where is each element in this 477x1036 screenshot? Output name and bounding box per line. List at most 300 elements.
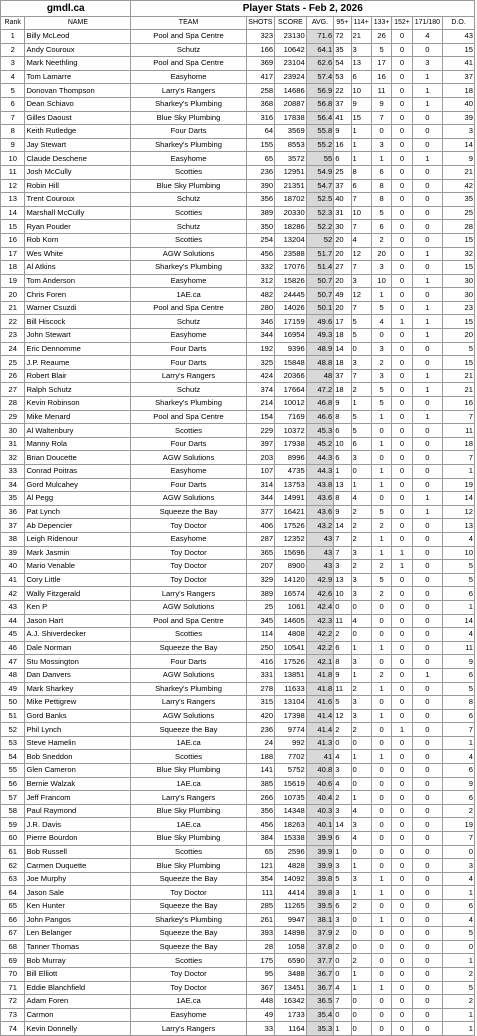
cell-score: 18286 xyxy=(275,220,307,234)
cell-score: 17664 xyxy=(275,383,307,397)
cell-133: 0 xyxy=(371,859,391,873)
cell-do: 1 xyxy=(443,1022,475,1036)
cell-score: 23924 xyxy=(275,70,307,84)
cell-score: 23588 xyxy=(275,247,307,261)
cell-171-180: 0 xyxy=(412,342,443,356)
cell-avg: 36.5 xyxy=(306,995,334,1009)
cell-score: 15848 xyxy=(275,356,307,370)
cell-do: 1 xyxy=(443,1008,475,1022)
cell-171-180: 0 xyxy=(412,1008,443,1022)
cell-name: Mario Venable xyxy=(25,560,131,574)
cell-name: Bernie Walzak xyxy=(25,777,131,791)
cell-shots: 344 xyxy=(246,329,275,343)
cell-95: 18 xyxy=(334,356,351,370)
cell-rank: 29 xyxy=(1,410,25,424)
cell-name: Andy Couroux xyxy=(25,43,131,57)
cell-133: 8 xyxy=(371,193,391,207)
cell-score: 1733 xyxy=(275,1008,307,1022)
cell-avg: 42.9 xyxy=(306,573,334,587)
cell-avg: 40.4 xyxy=(306,791,334,805)
cell-171-180: 0 xyxy=(412,587,443,601)
cell-95: 1 xyxy=(334,845,351,859)
cell-133: 2 xyxy=(371,519,391,533)
cell-do: 14 xyxy=(443,138,475,152)
cell-name: Tom Anderson xyxy=(25,274,131,288)
cell-95: 2 xyxy=(334,791,351,805)
table-row xyxy=(1,478,475,492)
cell-team: Four Darts xyxy=(131,356,246,370)
cell-133: 1 xyxy=(371,478,391,492)
cell-score: 1058 xyxy=(275,940,307,954)
cell-team: Toy Doctor xyxy=(131,560,246,574)
cell-avg: 54.7 xyxy=(306,179,334,193)
cell-avg: 54.9 xyxy=(306,165,334,179)
cell-114: 1 xyxy=(351,152,371,166)
cell-114: 1 xyxy=(351,397,371,411)
cell-rank: 23 xyxy=(1,329,25,343)
cell-shots: 329 xyxy=(246,573,275,587)
cell-name: Eric Dennomme xyxy=(25,342,131,356)
cell-152: 0 xyxy=(392,165,412,179)
cell-152: 0 xyxy=(392,832,412,846)
cell-rank: 66 xyxy=(1,913,25,927)
cell-133: 0 xyxy=(371,967,391,981)
cell-name: Keith Rutledge xyxy=(25,125,131,139)
cell-171-180: 0 xyxy=(412,478,443,492)
cell-score: 2596 xyxy=(275,845,307,859)
cell-team: Squeeze the Bay xyxy=(131,900,246,914)
cell-shots: 141 xyxy=(246,764,275,778)
table-row xyxy=(1,927,475,941)
cell-rank: 74 xyxy=(1,1022,25,1036)
table-row xyxy=(1,1008,475,1022)
cell-95: 8 xyxy=(334,655,351,669)
cell-95: 18 xyxy=(334,329,351,343)
cell-95: 3 xyxy=(334,764,351,778)
cell-133: 1 xyxy=(371,750,391,764)
col-header-95: 95+ xyxy=(334,17,351,30)
col-header-133: 133+ xyxy=(371,17,391,30)
cell-133: 0 xyxy=(371,804,391,818)
cell-133: 1 xyxy=(371,546,391,560)
cell-rank: 8 xyxy=(1,125,25,139)
cell-score: 14991 xyxy=(275,492,307,506)
cell-do: 7 xyxy=(443,832,475,846)
cell-do: 3 xyxy=(443,859,475,873)
table-row xyxy=(1,369,475,383)
cell-171-180: 0 xyxy=(412,641,443,655)
cell-do: 5 xyxy=(443,927,475,941)
cell-133: 0 xyxy=(371,900,391,914)
table-row xyxy=(1,532,475,546)
cell-95: 3 xyxy=(334,886,351,900)
cell-114: 2 xyxy=(351,723,371,737)
cell-171-180: 0 xyxy=(412,804,443,818)
cell-name: Jeff Francom xyxy=(25,791,131,805)
cell-133: 1 xyxy=(371,641,391,655)
cell-171-180: 0 xyxy=(412,736,443,750)
cell-shots: 417 xyxy=(246,70,275,84)
cell-95: 6 xyxy=(334,152,351,166)
cell-171-180: 0 xyxy=(412,288,443,302)
cell-do: 15 xyxy=(443,261,475,275)
cell-team: 1AE.ca xyxy=(131,777,246,791)
cell-do: 11 xyxy=(443,424,475,438)
cell-171-180: 0 xyxy=(412,573,443,587)
cell-do: 2 xyxy=(443,804,475,818)
cell-do: 2 xyxy=(443,995,475,1009)
cell-95: 2 xyxy=(334,940,351,954)
cell-do: 1 xyxy=(443,886,475,900)
cell-do: 21 xyxy=(443,383,475,397)
cell-name: J.P. Reaume xyxy=(25,356,131,370)
cell-rank: 12 xyxy=(1,179,25,193)
cell-rank: 58 xyxy=(1,804,25,818)
table-row xyxy=(1,492,475,506)
cell-do: 35 xyxy=(443,193,475,207)
cell-shots: 285 xyxy=(246,900,275,914)
cell-rank: 46 xyxy=(1,641,25,655)
cell-shots: 28 xyxy=(246,940,275,954)
cell-114: 1 xyxy=(351,886,371,900)
cell-avg: 56.8 xyxy=(306,97,334,111)
cell-95: 3 xyxy=(334,560,351,574)
table-row xyxy=(1,777,475,791)
cell-rank: 57 xyxy=(1,791,25,805)
cell-do: 12 xyxy=(443,505,475,519)
cell-171-180: 1 xyxy=(412,369,443,383)
cell-171-180: 4 xyxy=(412,30,443,44)
cell-shots: 250 xyxy=(246,641,275,655)
cell-171-180: 0 xyxy=(412,967,443,981)
cell-team: 1AE.ca xyxy=(131,736,246,750)
cell-95: 20 xyxy=(334,247,351,261)
cell-team: Squeeze the Bay xyxy=(131,872,246,886)
cell-do: 0 xyxy=(443,845,475,859)
cell-name: Len Belanger xyxy=(25,927,131,941)
cell-name: Phil Lynch xyxy=(25,723,131,737)
cell-114: 1 xyxy=(351,750,371,764)
cell-114: 0 xyxy=(351,465,371,479)
cell-95: 2 xyxy=(334,927,351,941)
cell-rank: 50 xyxy=(1,696,25,710)
cell-team: Schutz xyxy=(131,383,246,397)
cell-114: 3 xyxy=(351,43,371,57)
cell-rank: 52 xyxy=(1,723,25,737)
cell-rank: 39 xyxy=(1,546,25,560)
cell-name: Al Pegg xyxy=(25,492,131,506)
cell-name: Brian Doucette xyxy=(25,451,131,465)
cell-152: 0 xyxy=(392,940,412,954)
title-row xyxy=(1,1,475,17)
table-row xyxy=(1,845,475,859)
cell-95: 7 xyxy=(334,546,351,560)
col-header-team: TEAM xyxy=(131,17,246,30)
table-row xyxy=(1,84,475,98)
cell-114: 2 xyxy=(351,505,371,519)
cell-team: AGW Solutions xyxy=(131,492,246,506)
cell-team: Squeeze the Bay xyxy=(131,641,246,655)
table-row xyxy=(1,628,475,642)
cell-114: 2 xyxy=(351,383,371,397)
cell-avg: 48 xyxy=(306,369,334,383)
cell-133: 1 xyxy=(371,437,391,451)
cell-171-180: 0 xyxy=(412,125,443,139)
cell-team: Pool and Spa Centre xyxy=(131,57,246,71)
cell-133: 0 xyxy=(371,628,391,642)
cell-114: 10 xyxy=(351,84,371,98)
cell-95: 7 xyxy=(334,532,351,546)
cell-shots: 64 xyxy=(246,125,275,139)
cell-score: 13204 xyxy=(275,233,307,247)
cell-152: 0 xyxy=(392,682,412,696)
cell-95: 0 xyxy=(334,600,351,614)
cell-shots: 365 xyxy=(246,546,275,560)
table-row xyxy=(1,655,475,669)
cell-do: 15 xyxy=(443,43,475,57)
cell-do: 19 xyxy=(443,818,475,832)
cell-114: 5 xyxy=(351,424,371,438)
cell-152: 0 xyxy=(392,655,412,669)
cell-team: Pool and Spa Centre xyxy=(131,301,246,315)
cell-team: AGW Solutions xyxy=(131,600,246,614)
cell-171-180: 0 xyxy=(412,600,443,614)
cell-team: Schutz xyxy=(131,220,246,234)
cell-133: 17 xyxy=(371,57,391,71)
cell-team: Sharkey's Plumbing xyxy=(131,913,246,927)
cell-avg: 37.8 xyxy=(306,940,334,954)
table-row xyxy=(1,940,475,954)
cell-rank: 24 xyxy=(1,342,25,356)
cell-name: Al Atkins xyxy=(25,261,131,275)
table-row xyxy=(1,641,475,655)
cell-rank: 65 xyxy=(1,900,25,914)
cell-133: 2 xyxy=(371,668,391,682)
cell-95: 37 xyxy=(334,369,351,383)
cell-do: 5 xyxy=(443,981,475,995)
cell-171-180: 0 xyxy=(412,206,443,220)
cell-team: Blue Sky Plumbing xyxy=(131,804,246,818)
cell-152: 0 xyxy=(392,356,412,370)
cell-114: 3 xyxy=(351,546,371,560)
cell-rank: 51 xyxy=(1,709,25,723)
cell-shots: 261 xyxy=(246,913,275,927)
cell-152: 0 xyxy=(392,410,412,424)
cell-133: 0 xyxy=(371,1022,391,1036)
cell-name: Mike Pettigrew xyxy=(25,696,131,710)
cell-avg: 37.9 xyxy=(306,927,334,941)
cell-shots: 456 xyxy=(246,247,275,261)
cell-do: 15 xyxy=(443,233,475,247)
cell-152: 0 xyxy=(392,288,412,302)
col-header-114: 114+ xyxy=(351,17,371,30)
cell-avg: 43.6 xyxy=(306,505,334,519)
cell-do: 13 xyxy=(443,519,475,533)
cell-152: 0 xyxy=(392,138,412,152)
cell-avg: 42.3 xyxy=(306,614,334,628)
cell-rank: 60 xyxy=(1,832,25,846)
page-title: Player Stats - Feb 2, 2026 xyxy=(131,1,475,17)
table-row xyxy=(1,301,475,315)
cell-133: 0 xyxy=(371,927,391,941)
cell-shots: 114 xyxy=(246,628,275,642)
cell-avg: 39.9 xyxy=(306,859,334,873)
cell-95: 41 xyxy=(334,111,351,125)
cell-do: 15 xyxy=(443,356,475,370)
cell-avg: 42.2 xyxy=(306,628,334,642)
cell-team: Larry's Rangers xyxy=(131,587,246,601)
cell-114: 1 xyxy=(351,641,371,655)
cell-avg: 41.4 xyxy=(306,723,334,737)
col-header-avg: AVG. xyxy=(306,17,334,30)
cell-team: Easyhome xyxy=(131,274,246,288)
table-row xyxy=(1,614,475,628)
cell-171-180: 0 xyxy=(412,709,443,723)
cell-shots: 236 xyxy=(246,723,275,737)
cell-rank: 14 xyxy=(1,206,25,220)
table-row xyxy=(1,886,475,900)
cell-name: Mark Neethling xyxy=(25,57,131,71)
cell-133: 1 xyxy=(371,872,391,886)
cell-shots: 350 xyxy=(246,220,275,234)
cell-avg: 41.3 xyxy=(306,736,334,750)
cell-95: 6 xyxy=(334,424,351,438)
cell-114: 7 xyxy=(351,220,371,234)
cell-name: Bill Elliott xyxy=(25,967,131,981)
cell-95: 14 xyxy=(334,342,351,356)
cell-score: 1061 xyxy=(275,600,307,614)
cell-95: 12 xyxy=(334,709,351,723)
cell-name: Steve Hamelin xyxy=(25,736,131,750)
cell-rank: 20 xyxy=(1,288,25,302)
cell-171-180: 1 xyxy=(412,84,443,98)
cell-avg: 57.4 xyxy=(306,70,334,84)
cell-name: Marshall McCully xyxy=(25,206,131,220)
cell-name: Ab Depencier xyxy=(25,519,131,533)
cell-name: Al Waltenbury xyxy=(25,424,131,438)
cell-152: 0 xyxy=(392,1008,412,1022)
cell-team: Pool and Spa Centre xyxy=(131,614,246,628)
cell-avg: 40.1 xyxy=(306,818,334,832)
cell-95: 11 xyxy=(334,614,351,628)
cell-114: 4 xyxy=(351,832,371,846)
cell-team: 1AE.ca xyxy=(131,818,246,832)
cell-team: Squeeze the Bay xyxy=(131,505,246,519)
cell-shots: 331 xyxy=(246,668,275,682)
cell-95: 9 xyxy=(334,668,351,682)
cell-score: 20887 xyxy=(275,97,307,111)
cell-shots: 345 xyxy=(246,614,275,628)
cell-152: 0 xyxy=(392,900,412,914)
cell-avg: 39.8 xyxy=(306,886,334,900)
cell-95: 13 xyxy=(334,573,351,587)
cell-95: 49 xyxy=(334,288,351,302)
cell-133: 0 xyxy=(371,614,391,628)
cell-avg: 43.8 xyxy=(306,478,334,492)
cell-score: 13451 xyxy=(275,981,307,995)
cell-152: 0 xyxy=(392,886,412,900)
cell-152: 0 xyxy=(392,967,412,981)
cell-133: 0 xyxy=(371,424,391,438)
cell-do: 4 xyxy=(443,628,475,642)
cell-171-180: 0 xyxy=(412,655,443,669)
cell-avg: 44.3 xyxy=(306,451,334,465)
cell-name: Joe Murphy xyxy=(25,872,131,886)
cell-114: 1 xyxy=(351,859,371,873)
cell-152: 0 xyxy=(392,668,412,682)
cell-shots: 188 xyxy=(246,750,275,764)
table-row xyxy=(1,505,475,519)
cell-114: 3 xyxy=(351,696,371,710)
table-row xyxy=(1,546,475,560)
cell-avg: 55.2 xyxy=(306,138,334,152)
cell-171-180: 1 xyxy=(412,329,443,343)
cell-do: 6 xyxy=(443,791,475,805)
cell-95: 3 xyxy=(334,913,351,927)
table-row xyxy=(1,274,475,288)
cell-shots: 24 xyxy=(246,736,275,750)
cell-score: 6590 xyxy=(275,954,307,968)
cell-score: 5752 xyxy=(275,764,307,778)
cell-team: Schutz xyxy=(131,315,246,329)
cell-rank: 28 xyxy=(1,397,25,411)
cell-133: 0 xyxy=(371,777,391,791)
cell-score: 4828 xyxy=(275,859,307,873)
table-row xyxy=(1,709,475,723)
cell-133: 0 xyxy=(371,696,391,710)
cell-do: 18 xyxy=(443,84,475,98)
cell-171-180: 0 xyxy=(412,940,443,954)
cell-name: J.R. Davis xyxy=(25,818,131,832)
cell-152: 0 xyxy=(392,342,412,356)
cell-114: 4 xyxy=(351,614,371,628)
cell-114: 3 xyxy=(351,274,371,288)
cell-score: 14092 xyxy=(275,872,307,886)
cell-171-180: 0 xyxy=(412,777,443,791)
cell-114: 3 xyxy=(351,655,371,669)
cell-171-180: 0 xyxy=(412,832,443,846)
cell-shots: 166 xyxy=(246,43,275,57)
cell-do: 40 xyxy=(443,97,475,111)
cell-133: 0 xyxy=(371,832,391,846)
cell-rank: 47 xyxy=(1,655,25,669)
cell-133: 2 xyxy=(371,560,391,574)
cell-name: Cory Little xyxy=(25,573,131,587)
cell-do: 18 xyxy=(443,437,475,451)
cell-rank: 73 xyxy=(1,1008,25,1022)
cell-score: 17159 xyxy=(275,315,307,329)
cell-avg: 40.3 xyxy=(306,804,334,818)
cell-95: 10 xyxy=(334,437,351,451)
cell-name: Josh McCully xyxy=(25,165,131,179)
cell-score: 9947 xyxy=(275,913,307,927)
cell-avg: 46.6 xyxy=(306,410,334,424)
cell-name: John Stewart xyxy=(25,329,131,343)
cell-171-180: 1 xyxy=(412,505,443,519)
cell-152: 1 xyxy=(392,546,412,560)
cell-score: 17398 xyxy=(275,709,307,723)
cell-133: 8 xyxy=(371,179,391,193)
cell-name: Manny Rola xyxy=(25,437,131,451)
cell-95: 72 xyxy=(334,30,351,44)
cell-score: 14686 xyxy=(275,84,307,98)
cell-team: Blue Sky Plumbing xyxy=(131,179,246,193)
cell-score: 9774 xyxy=(275,723,307,737)
cell-152: 0 xyxy=(392,97,412,111)
cell-95: 6 xyxy=(334,900,351,914)
cell-name: Eddie Blanchfield xyxy=(25,981,131,995)
cell-95: 2 xyxy=(334,628,351,642)
